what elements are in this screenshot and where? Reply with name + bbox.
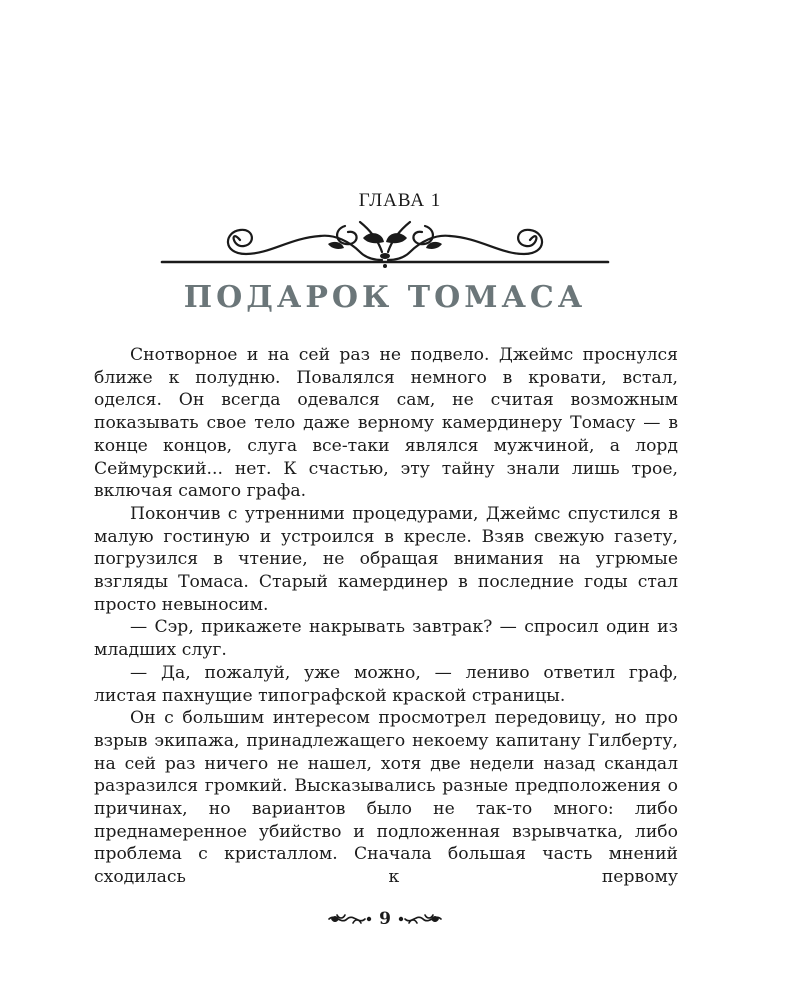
floral-flourish-right-icon	[397, 911, 443, 927]
chapter-label: ГЛАВА 1	[358, 190, 442, 211]
page-number: 9	[379, 909, 391, 929]
chapter-title: ПОДАРОК ТОМАСА	[183, 280, 587, 315]
paragraph: Он с большим интересом просмотрел передовицу, но про взрыв экипажа, принадлежащего некоему капитану Гилберту, на сей раз ничего не нашел, хотя две недели назад скандал разразился громкий. Высказывались разные предположения о причинах, но вариантов было не так-то много: либо преднамеренное убийство и подложенная взрывчатка, либо проблема с кристаллом. Сначала большая часть мнений сходилась к первому	[94, 708, 678, 888]
paragraph: Снотворное и на сей раз не подвело. Джеймс проснулся ближе к полудню. Повалялся немного в кровати, встал, оделся. Он всегда одевался сам, не считая возможным показывать свое тело даже верному камердинеру Томасу — в конце концов, слуга все-таки являлся мужчиной, а лорд Сеймурский... нет. К счастью, эту тайну знали лишь трое, включая самого графа.	[94, 345, 678, 502]
paragraph: Покончив с утренними процедурами, Джеймс спустился в малую гостиную и устроился в кресле. Взяв свежую газету, погрузился в чтение, не обращая внимания на угрюмые взгляды Томаса. Старый камердинер в последние годы стал просто невыносим.	[94, 503, 678, 615]
chapter-body	[94, 344, 678, 889]
page-footer	[0, 904, 770, 934]
paragraph: — Да, пожалуй, уже можно, — лениво ответил граф, листая пахнущие типографской краской страницы.	[94, 662, 678, 706]
paragraph: — Сэр, прикажете накрывать завтрак? — спросил один из младших слуг.	[94, 617, 678, 661]
chapter-ornament-icon	[160, 218, 610, 270]
floral-flourish-left-icon	[327, 911, 373, 927]
